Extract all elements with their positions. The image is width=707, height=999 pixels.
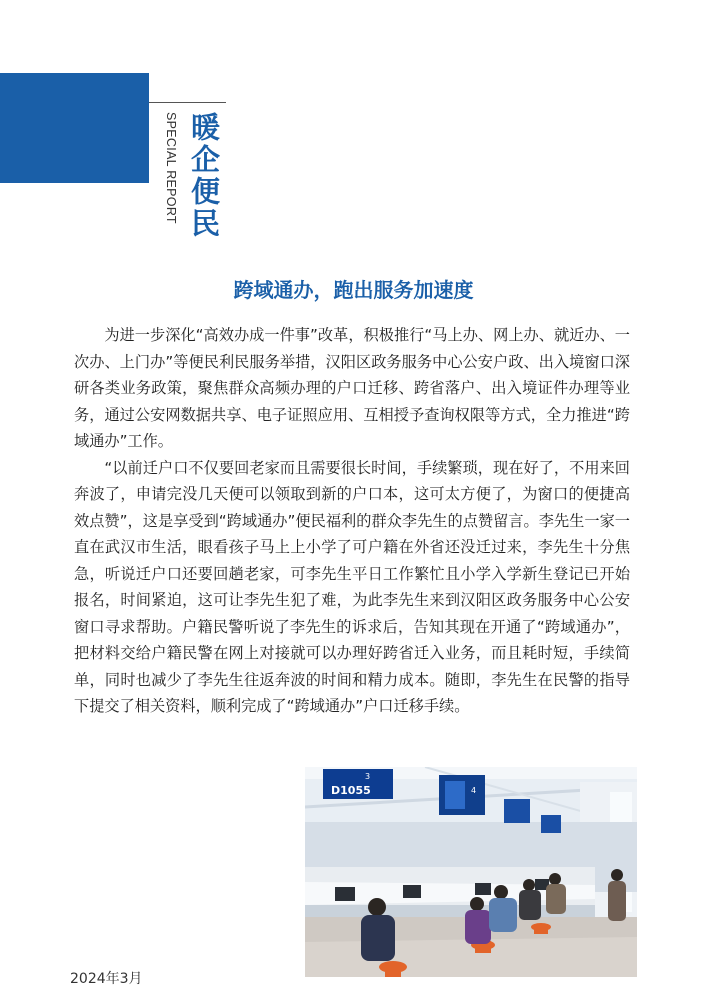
article-body: [74, 322, 630, 720]
screen-1-code: D1055: [331, 784, 371, 797]
screen-2-label: 4: [471, 786, 477, 795]
footer-date: 2024年3月: [70, 971, 143, 987]
paragraph-2: “以前迁户口不仅要回老家而且需要很长时间，手续繁琐，现在好了，不用来回奔波了，申请完没几天便可以领取到新的户口本，这可太方便了，为窗口的便捷高效点赞”，这是享受到“跨域通办”便民福利的群众李先生的点赞留言。李先生一家一直在武汉市生活，眼看孩子马上上小学了可户籍在外省还没迁过来，李先生十分焦急，听说迁户口还要回趟老家，可李先生平日工作繁忙且小学入学新生登记已开始报名，时间紧迫，这可让李先生犯了难，为此李先生来到汉阳区政务服务中心公安窗口寻求帮助。户籍民警听说了李先生的诉求后，告知其现在开通了“跨域通办”，把材料交给户籍民警在网上对接就可以办理好跨省迁入业务，而且耗时短，手续简单，同时也减少了李先生往返奔波的时间和精力成本。随即，李先生在民警的指导下提交了相关资料，顺利完成了“跨域通办”户口迁移手续。: [74, 458, 630, 715]
section-title: 暖企便民: [187, 112, 221, 240]
service-hall-photo: [305, 767, 637, 977]
header-blue-block: [0, 73, 149, 183]
paragraph-1: 为进一步深化“高效办成一件事”改革，积极推行“马上办、网上办、就近办、一次办、上门办”等便民利民服务举措，汉阳区政务服务中心公安户政、出入境窗口深研各类业务政策，聚焦群众高频办理的户口迁移、跨省落户、出入境证件办理等业务，通过公安网数据共享、电子证照应用、互相授予查询权限等方式，全力推进“跨域通办”工作。: [74, 326, 630, 450]
header-divider: [149, 102, 226, 103]
screen-1-label: 3: [365, 772, 371, 781]
article-title: 跨域通办，跑出服务加速度: [233, 278, 474, 302]
section-subtitle: SPECIAL REPORT: [164, 112, 178, 224]
